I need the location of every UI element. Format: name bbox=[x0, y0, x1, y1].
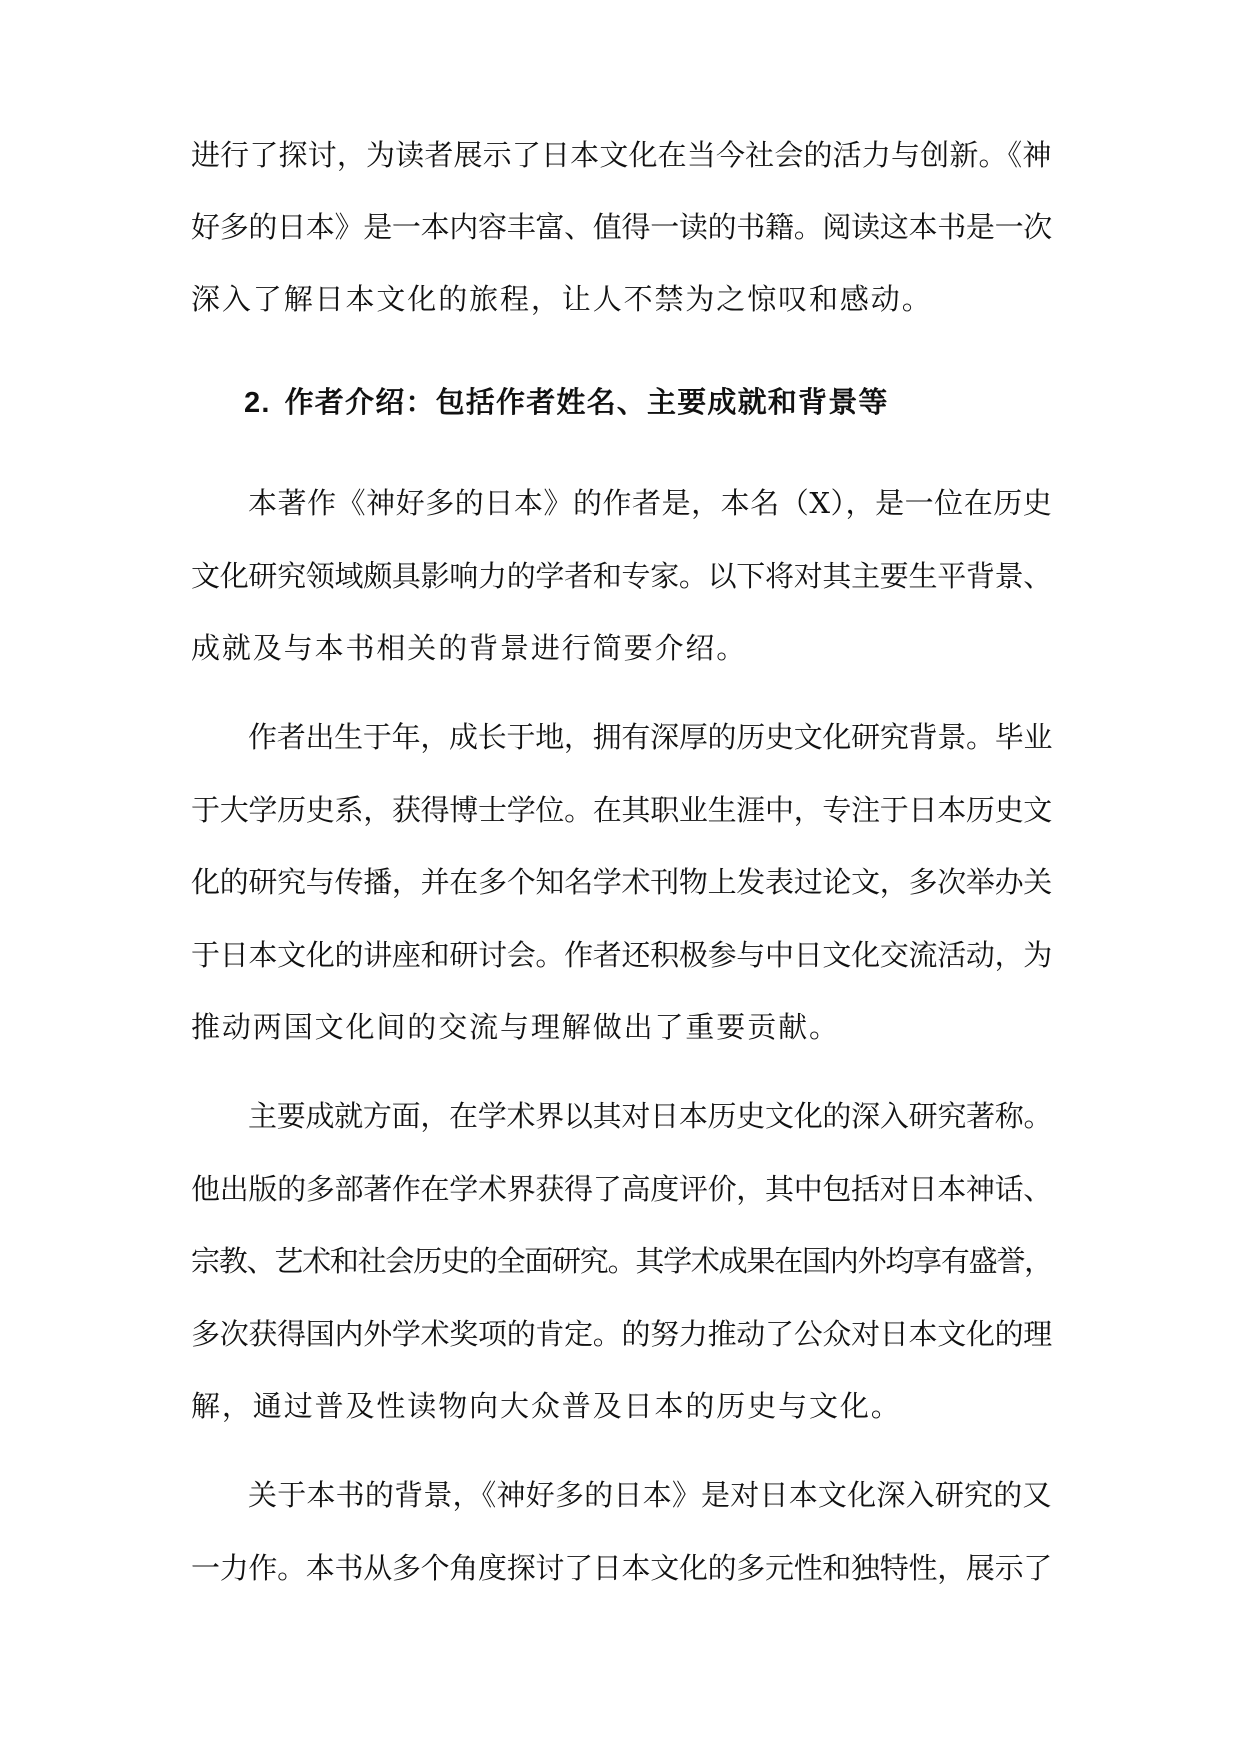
paragraph-line: 他出版的多部著作在学术界获得了高度评价，其中包括对日本神话、 bbox=[191, 1172, 1053, 1206]
paragraph-line: 文化研究领域颇具影响力的学者和专家。以下将对其主要生平背景、 bbox=[191, 559, 1053, 593]
section-heading bbox=[244, 382, 889, 423]
paragraph-line: 深入了解日本文化的旅程，让人不禁为之惊叹和感动。 bbox=[191, 282, 933, 316]
paragraph-line: 进行了探讨，为读者展示了日本文化在当今社会的活力与创新。《神 bbox=[191, 138, 1052, 172]
paragraph-line: 推动两国文化间的交流与理解做出了重要贡献。 bbox=[191, 1010, 840, 1044]
paragraph-line: 作者出生于年，成长于地，拥有深厚的历史文化研究背景。毕业 bbox=[248, 720, 1053, 754]
section-title: 作者介绍：包括作者姓名、主要成就和背景等 bbox=[284, 385, 889, 419]
paragraph-line: 一力作。本书从多个角度探讨了日本文化的多元性和独特性，展示了 bbox=[191, 1551, 1053, 1585]
paragraph-line: 好多的日本》是一本内容丰富、值得一读的书籍。阅读这本书是一次 bbox=[191, 210, 1053, 244]
section-number: 2. bbox=[244, 387, 271, 419]
paragraph-line: 本著作《神好多的日本》的作者是，本名（X），是一位在历史 bbox=[248, 486, 1053, 520]
paragraph-line: 解，通过普及性读物向大众普及日本的历史与文化。 bbox=[191, 1389, 902, 1423]
paragraph-line: 多次获得国内外学术奖项的肯定。的努力推动了公众对日本文化的理 bbox=[191, 1317, 1053, 1351]
paragraph-line: 关于本书的背景，《神好多的日本》是对日本文化深入研究的又 bbox=[248, 1478, 1052, 1512]
paragraph-line: 主要成就方面，在学术界以其对日本历史文化的深入研究著称。 bbox=[248, 1099, 1053, 1133]
paragraph-line: 于大学历史系，获得博士学位。在其职业生涯中，专注于日本历史文 bbox=[191, 793, 1053, 827]
paragraph-line: 化的研究与传播，并在多个知名学术刊物上发表过论文，多次举办关 bbox=[191, 865, 1053, 899]
paragraph-line: 于日本文化的讲座和研讨会。作者还积极参与中日文化交流活动，为 bbox=[191, 938, 1053, 972]
paragraph-line: 成就及与本书相关的背景进行简要介绍。 bbox=[191, 631, 748, 665]
paragraph-line: 宗教、艺术和社会历史的全面研究。其学术成果在国内外均享有盛誉， bbox=[191, 1244, 1052, 1278]
